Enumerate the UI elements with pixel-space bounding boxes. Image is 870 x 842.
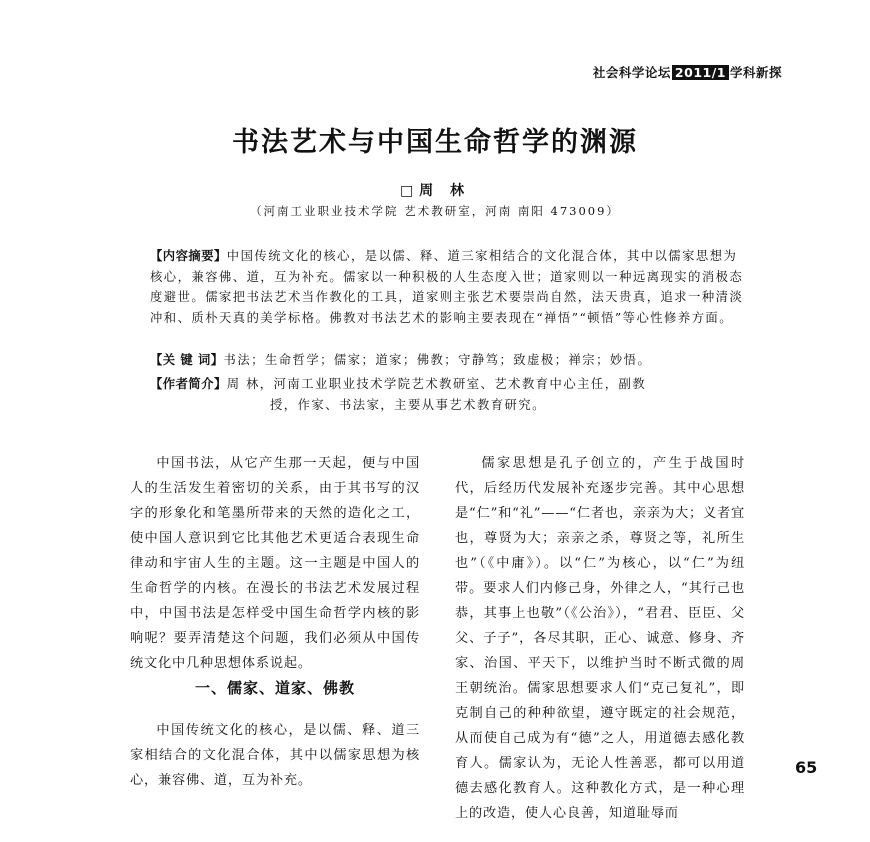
body-paragraph: 中国书法，从它产生那一天起，便与中国人的生活发生着密切的关系，由于其书写的汉字的形象化和笔墨所带来的天然的造化之工，使中国人意识到它比其他艺术更适合表现生命律动和宇宙人生的主题。这一主题是中国人的生命哲学的内核。在漫长的书法艺术发展过程中，中国书法是怎样受中国生命哲学内核的影响呢？要弄清楚这个问题，我们必须从中国传统文化中几种思想体系说起。 [130,456,420,671]
issue-number: 2011/1 [672,65,729,80]
abstract-label: 【内容摘要】 [150,249,227,263]
left-column-bottom [130,718,420,793]
keywords-text: 书法；生命哲学；儒家；道家；佛教；守静笃；致虚极；禅宗；妙悟。 [223,353,652,367]
abstract-text: 中国传统文化的核心，是以儒、释、道三家相结合的文化混合体，其中以儒家思想为核心，兼容佛、道，互为补充。儒家以一种积极的人生态度入世；道家则以一种远离现实的消极态度避世。儒家把书法艺术当作教化的工具，道家则主张艺术要崇尚自然，法天贵真，追求一种清淡冲和、质朴天真的美学标格。佛教对书法艺术的影响主要表现在“禅悟”“顿悟”等心性修养方面。 [150,249,744,325]
bio-text-line2: 授，作家、书法家，主要从事艺术教育研究。 [270,397,546,412]
left-column-top [130,451,420,676]
column-name: 学科新探 [729,65,782,80]
page-number: 65 [795,758,818,777]
keywords-label: 【关 键 词】 [150,353,224,367]
keywords [150,350,750,371]
author-name: □周 林 [399,183,471,199]
abstract [150,246,750,328]
running-header [593,63,782,81]
article-title: 书法艺术与中国生命哲学的渊源 [232,127,638,158]
author-affiliation: （河南工业职业技术学院 艺术教研室，河南 南阳 473009） [250,204,620,218]
body-paragraph: 儒家思想是孔子创立的，产生于战国时代，后经历代发展补充逐步完善。其中心思想是“仁”和“礼”——“仁者也，亲亲为大；义者宜也，尊贤为大；亲亲之杀，尊贤之等，礼所生也”（《中庸》）。以“仁”为核心，以“仁”为纽带。要求人们内修己身，外律之人，“其行己也恭，其事上也敬”（《公治》），“君君、臣臣、父父、子子”，各尽其职，正心、诚意、修身、齐家、治国、平天下，以维护当时不断式微的周王朝统治。儒家思想要求人们“克己复礼”，即克制自己的种种欲望，遵守既定的社会规范，从而使自己成为有“德”之人，用道德去感化教育人。儒家认为，无论人性善恶，都可以用道德去感化教育人。这种教化方式，是一种心理上的改造，使人心良善，知道耻辱而 [455,456,745,821]
bio-text-line1: 周 林，河南工业职业技术学院艺术教研室、艺术教育中心主任，副教 [226,377,647,391]
author-bio [150,374,750,415]
right-column [455,451,745,826]
bio-label: 【作者简介】 [150,377,227,391]
section-heading: 一、儒家、道家、佛教 [194,679,355,697]
journal-name: 社会科学论坛 [592,65,671,80]
body-paragraph: 中国传统文化的核心，是以儒、释、道三家相结合的文化混合体，其中以儒家思想为核心，兼容佛、道，互为补充。 [130,723,420,788]
